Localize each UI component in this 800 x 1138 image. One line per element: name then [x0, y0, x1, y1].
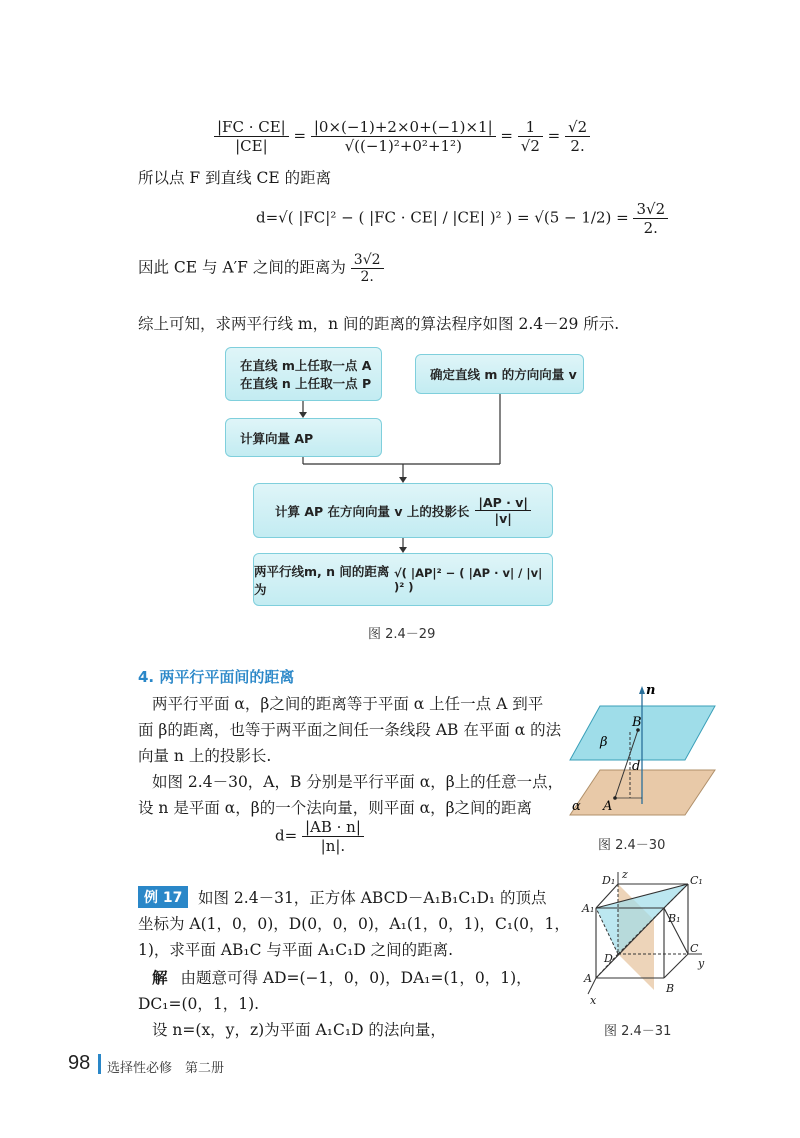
- flow-box4-text: 计算 AP 在方向向量 v 上的投影长: [275, 503, 470, 519]
- label-n: n: [646, 683, 656, 698]
- label-B: B: [632, 715, 642, 730]
- flow-box-projection: [253, 483, 553, 538]
- fig30-caption: 图 2.4－30: [598, 838, 666, 853]
- label-B1: B₁: [668, 912, 681, 925]
- example-badge-label: 例: [144, 890, 158, 906]
- fig31-caption: 图 2.4－31: [604, 1024, 672, 1039]
- eq1-r2-num: √2: [565, 118, 590, 137]
- eq3-den: |n|.: [320, 837, 346, 855]
- footer-book-title: 选择性必修 第二册: [107, 1061, 225, 1076]
- flow-box5-formula: √( |AP|² − ( |AP · v| / |v| )² ): [393, 565, 543, 594]
- page-number: 98: [68, 1052, 91, 1074]
- solution-line3: 设 n=(x，y，z)为平面 A₁C₁D 的法向量，: [152, 1021, 446, 1039]
- label-C1: C₁: [690, 874, 703, 887]
- label-y: y: [698, 957, 705, 970]
- eq1-lhs-den: |CE|: [235, 137, 268, 155]
- example-badge: [138, 886, 188, 908]
- label-D1: D₁: [602, 874, 616, 887]
- flow-box-compute-vector: [225, 418, 382, 457]
- solution-line1: [152, 966, 532, 988]
- eq2-res-num: 3√2: [633, 200, 668, 219]
- label-beta: β: [600, 735, 608, 750]
- fig31-cube: [580, 870, 720, 1010]
- eq1-mid-num: |0×(−1)+2×0+(−1)×1|: [311, 118, 496, 137]
- eq1-r2-den: 2.: [570, 137, 585, 155]
- equation-plane-distance: [275, 818, 364, 855]
- eq2-body: √( |FC|² − ( |FC · CE| / |CE| )² ) = √(5 − 1/2) =: [278, 208, 629, 227]
- eq1-lhs-num: |FC · CE|: [214, 118, 289, 137]
- flow-box1-line2: 在直线 n 上任取一点 P: [240, 376, 372, 391]
- label-A1: A₁: [582, 902, 595, 915]
- example-line1: 如图 2.4－31，正方体 ABCD－A₁B₁C₁D₁ 的顶点: [198, 889, 547, 907]
- para2-line1: 如图 2.4－30，A，B 分别是平行平面 α，β上的任意一点，: [152, 773, 564, 791]
- fig30-diagram: [560, 680, 730, 830]
- label-A: A: [584, 972, 592, 985]
- flow-box2-text: 确定直线 m 的方向向量 v: [430, 367, 577, 382]
- label-D: D: [604, 952, 613, 965]
- eq1-r1-den: √2: [520, 137, 540, 155]
- para1-line2: 面 β的距离，也等于两平面之间任一条线段 AB 在平面 α 的法: [138, 721, 562, 739]
- flow-box3-text: 计算向量 AP: [240, 430, 314, 446]
- para2-line2: 设 n 是平面 α，β的一个法向量，则平面 α，β之间的距离: [138, 799, 533, 817]
- eq1-mid-den: √((−1)²+0²+1²): [344, 137, 462, 155]
- eq2-res-den: 2.: [643, 219, 658, 237]
- label-C: C: [690, 942, 699, 955]
- eq3-lead: d=: [275, 826, 298, 845]
- section-title: 4. 两平行平面间的距离: [138, 668, 295, 686]
- footer-divider: [98, 1054, 101, 1074]
- label-alpha: α: [572, 799, 581, 814]
- fig29-caption: 图 2.4－29: [368, 627, 436, 642]
- conclusion-num: 3√2: [351, 252, 384, 269]
- label-x: x: [590, 994, 597, 1007]
- line-summary: 综上可知，求两平行线 m，n 间的距离的算法程序如图 2.4－29 所示.: [138, 315, 620, 333]
- flow-box-direction-vector: [415, 354, 584, 394]
- conclusion-text: 因此 CE 与 A′F 之间的距离为: [138, 258, 346, 277]
- line-dist-intro: 所以点 F 到直线 CE 的距离: [138, 169, 332, 187]
- flow-box1-line1: 在直线 m上任取一点 A: [240, 358, 372, 373]
- label-z: z: [622, 870, 628, 881]
- label-A: A: [603, 799, 613, 814]
- para1-line1: 两平行平面 α，β之间的距离等于平面 α 上任一点 A 到平: [152, 695, 544, 713]
- example-line3: 1)，求平面 AB₁C 与平面 A₁C₁D 之间的距离.: [138, 941, 454, 959]
- example-badge-number: 17: [162, 890, 183, 906]
- example-line2: 坐标为 A(1，0，0)，D(0，0，0)，A₁(1，0，1)，C₁(0，1，: [138, 915, 570, 933]
- flow-box5-text: 两平行线m, n 间的距离为: [254, 563, 390, 597]
- flow-box4-den: |v|: [494, 511, 512, 526]
- conclusion-den: 2.: [360, 269, 374, 285]
- label-d: d: [632, 759, 641, 774]
- solution-label: 解: [152, 969, 168, 987]
- eq2-lead: d=: [256, 208, 279, 227]
- eq1-r1-num: 1: [518, 118, 543, 137]
- equation-projection: $\frac{|FC \cdot CE|}{|CE|}$ = $\frac{|0\times(-1)+2\times 0+(-1)\times 1|}{\text{√((−1)²+0²+1²)}}$ = $\frac{1}{√2}$ = $\frac{√2}{2.}$: [214, 118, 590, 155]
- flow-box4-num: |AP · v|: [475, 495, 531, 511]
- flow-box-pick-points: [225, 347, 382, 401]
- flow-box-distance: [253, 553, 553, 606]
- solution-line2: DC₁=(0，1，1).: [138, 995, 260, 1013]
- label-B: B: [666, 982, 675, 995]
- eq3-num: |AB · n|: [302, 818, 364, 837]
- solution-text1: 由题意可得 AD=(−1，0，0)，DA₁=(1，0，1)，: [180, 969, 532, 987]
- para1-line3: 向量 n 上的投影长.: [138, 747, 272, 765]
